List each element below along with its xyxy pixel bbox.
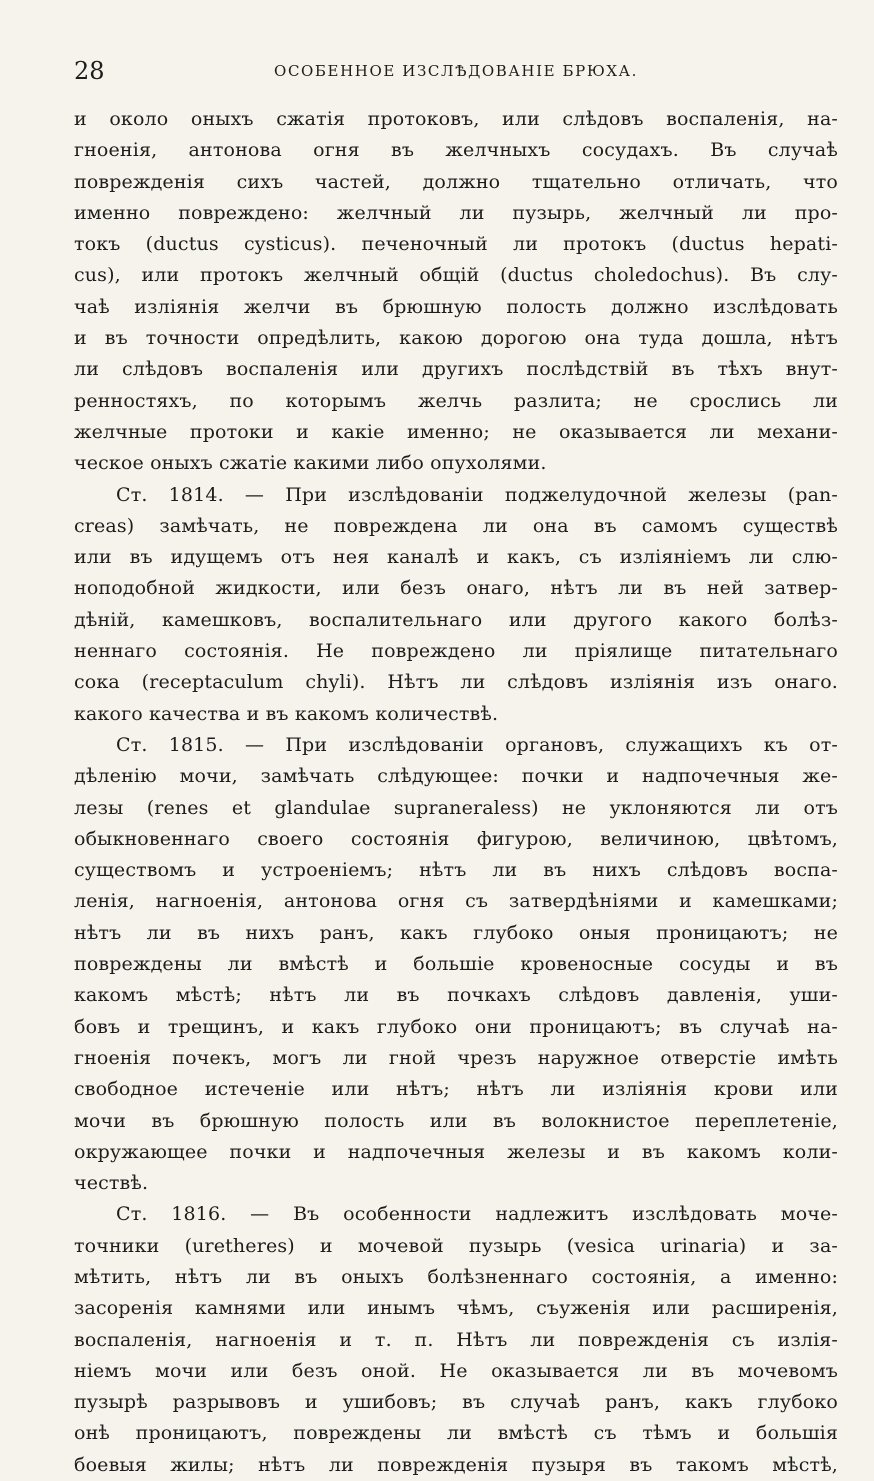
text-line: дѣленію мочи, замѣчать слѣдующее: почки и надпочечныя же- bbox=[74, 765, 838, 788]
text-line: чаѣ изліянія желчи въ брюшную полость должно изслѣдовать bbox=[74, 295, 838, 318]
text-line: пузырѣ разрывовъ и ушибовъ; въ случаѣ ранъ, какъ глубоко bbox=[74, 1391, 838, 1414]
text-line: окружающее почки и надпочечныя железы и въ какомъ коли- bbox=[74, 1140, 838, 1163]
text-line: сока (receptaculum chyli). Нѣтъ ли слѣдовъ изліянія изъ онаго. bbox=[74, 671, 838, 694]
text-line: обыкновеннаго своего состоянія фигурою, величиною, цвѣтомъ, bbox=[74, 827, 838, 850]
body-text bbox=[74, 104, 838, 1476]
text-line: желчные протоки и какіе именно; не оказывается ли механи- bbox=[74, 420, 838, 443]
page-number: 28 bbox=[74, 57, 105, 85]
text-line: воспаленія, нагноенія и т. п. Нѣтъ ли поврежденія съ излія- bbox=[74, 1328, 838, 1351]
text-line: токъ (ductus cysticus). печеночный ли протокъ (ductus hepati- bbox=[74, 233, 838, 256]
text-line: чествѣ. bbox=[74, 1172, 149, 1195]
text-line: какого качества и въ какомъ количествѣ. bbox=[74, 702, 499, 725]
text-line: и около оныхъ сжатія протоковъ, или слѣдовъ воспаленія, на- bbox=[74, 108, 838, 130]
text-line: свободное истеченіе или нѣтъ; нѣтъ ли изліянія крови или bbox=[74, 1078, 838, 1101]
text-line: Ст. 1815. — При изслѣдованіи органовъ, служащихъ къ от- bbox=[116, 733, 838, 756]
text-line: именно повреждено: желчный ли пузырь, желчный ли про- bbox=[74, 201, 838, 224]
text-line: гноенія, антонова огня въ желчныхъ сосудахъ. Въ случаѣ bbox=[74, 139, 838, 162]
text-line: боевыя жилы; нѣтъ ли поврежденія пузыря въ такомъ мѣстѣ, bbox=[74, 1453, 838, 1476]
text-line: ленія, нагноенія, антонова огня съ затвердѣніями и камешками; bbox=[74, 890, 838, 913]
text-line: существомъ и устроеніемъ; нѣтъ ли въ нихъ слѣдовъ воспа- bbox=[74, 859, 838, 882]
text-line: бовъ и трещинъ, и какъ глубоко они проницаютъ; въ случаѣ на- bbox=[74, 1015, 838, 1038]
running-title: ОСОБЕННОЕ ИЗСЛѢДОВАНІЕ БРЮХА. bbox=[274, 62, 638, 80]
text-line: лезы (renes et glandulae supraneraless) не уклоняются ли отъ bbox=[74, 796, 838, 819]
text-line: Ст. 1816. — Въ особенности надлежитъ изслѣдовать моче- bbox=[116, 1203, 838, 1226]
text-line: ніемъ мочи или безъ оной. Не оказывается ли въ мочевомъ bbox=[74, 1359, 838, 1382]
text-line: онѣ проницаютъ, повреждены ли вмѣстѣ съ тѣмъ и большія bbox=[74, 1422, 838, 1445]
text-line: creas) замѣчать, не повреждена ли она въ самомъ существѣ bbox=[74, 514, 838, 537]
text-line: или въ идущемъ отъ нея каналѣ и какъ, съ изліяніемъ ли слю- bbox=[74, 546, 838, 569]
text-line: мѣтить, нѣтъ ли въ оныхъ болѣзненнаго состоянія, а именно: bbox=[74, 1265, 838, 1288]
text-line: ренностяхъ, по которымъ желчь разлита; не срослись ли bbox=[74, 389, 838, 412]
text-line: гноенія почекъ, могъ ли гной чрезъ наружное отверстіе имѣть bbox=[74, 1046, 838, 1069]
page-header bbox=[74, 58, 838, 84]
text-line: какомъ мѣстѣ; нѣтъ ли въ почкахъ слѣдовъ давленія, уши- bbox=[74, 984, 838, 1007]
text-line: ли слѣдовъ воспаленія или другихъ послѣдствій въ тѣхъ внут- bbox=[74, 358, 838, 381]
text-line: мочи въ брюшную полость или въ волокнистое переплетеніе, bbox=[74, 1109, 838, 1132]
text-line: точники (uretheres) и мочевой пузырь (vesica urinaria) и за- bbox=[74, 1234, 838, 1257]
text-line: засоренія камнями или инымъ чѣмъ, съуженія или расширенія, bbox=[74, 1297, 838, 1320]
text-line: и въ точности опредѣлить, какою дорогою она туда дошла, нѣтъ bbox=[74, 327, 838, 350]
text-line: ноподобной жидкости, или безъ онаго, нѣтъ ли въ ней затвер- bbox=[74, 577, 838, 600]
text-line: повреждены ли вмѣстѣ и большіе кровеносные сосуды и въ bbox=[74, 953, 838, 976]
text-line: Ст. 1814. — При изслѣдованіи поджелудочной железы (pan- bbox=[116, 483, 838, 506]
text-line: поврежденія сихъ частей, должно тщательно отличать, что bbox=[74, 170, 838, 193]
text-line: нѣтъ ли въ нихъ ранъ, какъ глубоко оныя проницаютъ; не bbox=[74, 921, 838, 944]
text-line: неннаго состоянія. Не повреждено ли пріялище питательнаго bbox=[74, 640, 838, 663]
text-line: дѣній, камешковъ, воспалительнаго или другого какого болѣз- bbox=[74, 608, 838, 631]
text-line: ческое оныхъ сжатіе какими либо опухолями. bbox=[74, 452, 547, 475]
text-line: cus), или протокъ желчный общій (ductus choledochus). Въ слу- bbox=[74, 264, 838, 287]
